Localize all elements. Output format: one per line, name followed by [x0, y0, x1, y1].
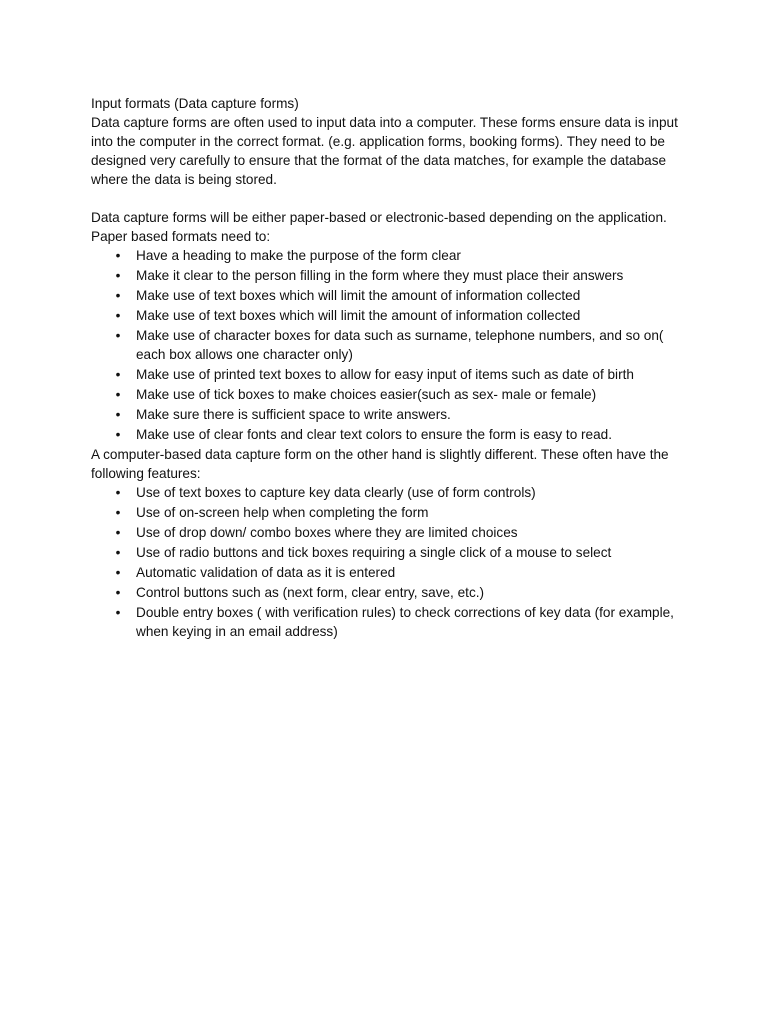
bullet-icon: •	[115, 505, 121, 520]
bullet-icon: •	[115, 605, 121, 620]
list-item-text: Make sure there is sufficient space to write answers.	[136, 407, 451, 422]
computer-list	[91, 483, 681, 641]
list-item	[91, 385, 681, 404]
bullet-icon: •	[115, 585, 121, 600]
document-page	[91, 94, 681, 642]
bullet-icon: •	[115, 328, 121, 343]
bullet-icon: •	[115, 407, 121, 422]
list-item	[91, 405, 681, 424]
list-item-text: Make use of clear fonts and clear text colors to ensure the form is easy to read.	[136, 427, 613, 442]
list-item	[91, 326, 681, 364]
list-item	[91, 306, 681, 325]
paragraph-spacer	[91, 189, 681, 208]
list-item	[91, 483, 681, 502]
list-item	[91, 266, 681, 285]
bullet-icon: •	[115, 248, 121, 263]
list-item-text: Have a heading to make the purpose of the form clear	[136, 248, 461, 263]
list-item-text: Use of drop down/ combo boxes where they are limited choices	[136, 525, 518, 540]
list-item	[91, 563, 681, 582]
bullet-icon: •	[115, 485, 121, 500]
list-item-text: Control buttons such as (next form, clear entry, save, etc.)	[136, 585, 485, 600]
bullet-icon: •	[115, 288, 121, 303]
list-item	[91, 543, 681, 562]
list-item-text: Use of radio buttons and tick boxes requiring a single click of a mouse to select	[136, 545, 612, 560]
bullet-icon: •	[115, 545, 121, 560]
bullet-icon: •	[115, 525, 121, 540]
list-item	[91, 603, 681, 641]
bullet-icon: •	[115, 308, 121, 323]
bullet-icon: •	[115, 427, 121, 442]
list-item-text: Make use of character boxes for data such as surname, telephone numbers, and so on( each box allows one character only)	[136, 328, 664, 362]
bullet-icon: •	[115, 565, 121, 580]
intro-paragraph: Data capture forms are often used to input data into a computer. These forms ensure data is input into the computer in the correct format. (e.g. application forms, booking forms). They need to be designed very carefully to ensure that the format of the data matches, for example the database where the data is being stored.	[91, 115, 678, 187]
paper-list	[91, 246, 681, 444]
list-item-text: Make it clear to the person filling in the form where they must place their answers	[136, 268, 624, 283]
list-item-text: Automatic validation of data as it is entered	[136, 565, 396, 580]
list-item-text: Make use of printed text boxes to allow for easy input of items such as date of birth	[136, 367, 634, 382]
list-item-text: Use of text boxes to capture key data clearly (use of form controls)	[136, 485, 536, 500]
computer-paragraph: A computer-based data capture form on the other hand is slightly different. These often have the following features:	[91, 447, 669, 481]
list-item-text: Use of on-screen help when completing the form	[136, 505, 429, 520]
paper-heading: Paper based formats need to:	[91, 229, 271, 244]
list-item	[91, 286, 681, 305]
list-item	[91, 425, 681, 444]
list-item	[91, 523, 681, 542]
bullet-icon: •	[115, 367, 121, 382]
list-item	[91, 583, 681, 602]
list-item-text: Make use of text boxes which will limit the amount of information collected	[136, 308, 581, 323]
list-item-text: Make use of tick boxes to make choices easier(such as sex- male or female)	[136, 387, 597, 402]
list-item	[91, 246, 681, 265]
list-item	[91, 365, 681, 384]
list-item	[91, 503, 681, 522]
list-item-text: Double entry boxes ( with verification rules) to check corrections of key data (for example, when keying in an email address)	[136, 605, 674, 639]
either-paragraph: Data capture forms will be either paper-based or electronic-based depending on the application.	[91, 210, 667, 225]
bullet-icon: •	[115, 268, 121, 283]
document-title: Input formats (Data capture forms)	[91, 96, 299, 111]
bullet-icon: •	[115, 387, 121, 402]
list-item-text: Make use of text boxes which will limit the amount of information collected	[136, 288, 581, 303]
